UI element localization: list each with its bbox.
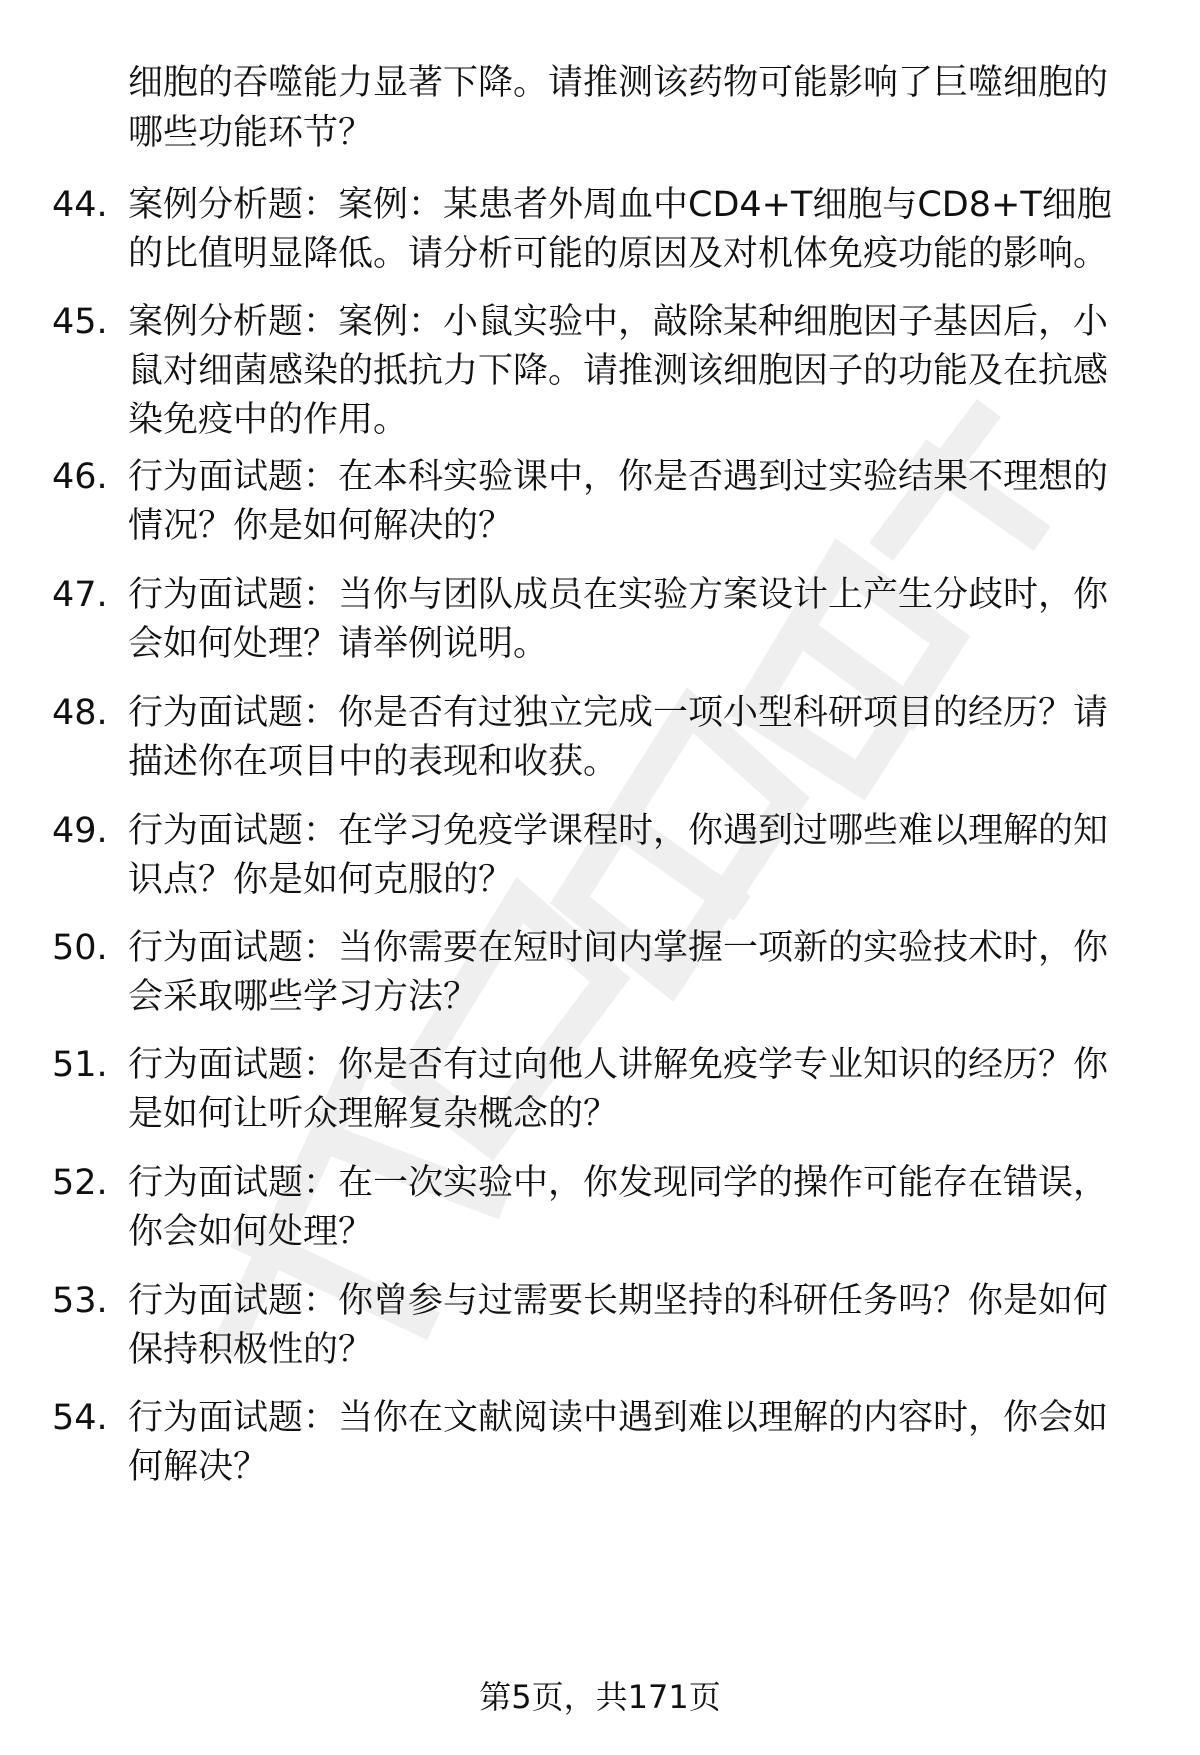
text-line: 的比值明显降低。请分析可能的原因及对机体免疫功能的影响。 (128, 234, 1109, 274)
text-line: 行为面试题：你曾参与过需要长期坚持的科研任务吗？你是如何 (128, 1281, 1109, 1321)
page-footer (0, 1675, 1200, 1719)
question-text (128, 1277, 1140, 1375)
question-text (128, 807, 1140, 905)
text-line: 何解决？ (128, 1447, 269, 1487)
text-line: 情况？你是如何解决的？ (128, 506, 514, 546)
text-line: 你会如何处理？ (128, 1212, 374, 1252)
question-number: 45. (52, 302, 108, 342)
text-line: 是如何让听众理解复杂概念的？ (128, 1094, 619, 1134)
question-number: 54. (52, 1398, 108, 1438)
question-number: 46. (52, 457, 108, 497)
continued-question-text (128, 58, 1148, 158)
text-line: 行为面试题：你是否有过独立完成一项小型科研项目的经历？请 (128, 693, 1109, 733)
text-line: 细胞的吞噬能力显著下降。请推测该药物可能影响了巨噬细胞的 (128, 63, 1109, 103)
text-line: 染免疫中的作用。 (128, 400, 409, 440)
text-line: 案例分析题：案例：某患者外周血中CD4+T细胞与CD8+T细胞 (128, 185, 1112, 225)
question-number: 53. (52, 1281, 108, 1321)
question-number: 52. (52, 1163, 108, 1203)
question-number: 51. (52, 1045, 108, 1085)
text-line: 行为面试题：当你与团队成员在实验方案设计上产生分歧时，你 (128, 575, 1109, 615)
text-line: 识点？你是如何克服的？ (128, 860, 514, 900)
question-text (128, 1159, 1140, 1257)
question-text (128, 571, 1140, 669)
text-line: 会采取哪些学习方法？ (128, 977, 479, 1017)
text-line: 鼠对细菌感染的抵抗力下降。请推测该细胞因子的功能及在抗感 (128, 351, 1109, 391)
text-line: 行为面试题：在一次实验中，你发现同学的操作可能存在错误， (128, 1163, 1109, 1203)
question-number: 47. (52, 575, 108, 615)
question-number: 49. (52, 811, 108, 851)
question-text (128, 689, 1140, 787)
question-text (128, 1394, 1140, 1492)
question-number: 50. (52, 928, 108, 968)
question-text (128, 1041, 1140, 1139)
question-text (128, 298, 1140, 445)
text-line: 保持积极性的？ (128, 1330, 374, 1370)
question-text (128, 181, 1140, 279)
text-line: 哪些功能环节？ (128, 113, 374, 153)
text-line: 行为面试题：你是否有过向他人讲解免疫学专业知识的经历？你 (128, 1045, 1109, 1085)
text-line: 行为面试题：在本科实验课中，你是否遇到过实验结果不理想的 (128, 457, 1109, 497)
question-text (128, 453, 1140, 551)
text-line: 行为面试题：当你需要在短时间内掌握一项新的实验技术时，你 (128, 928, 1109, 968)
question-number: 44. (52, 185, 108, 225)
text-line: 行为面试题：在学习免疫学课程时，你遇到过哪些难以理解的知 (128, 811, 1109, 851)
question-number: 48. (52, 693, 108, 733)
text-line: 描述你在项目中的表现和收获。 (128, 742, 619, 782)
text-line: 行为面试题：当你在文献阅读中遇到难以理解的内容时，你会如 (128, 1398, 1109, 1438)
page-number-label: 第5页，共171页 (479, 1678, 721, 1716)
text-line: 案例分析题：案例：小鼠实验中，敲除某种细胞因子基因后，小 (128, 302, 1109, 342)
text-line: 会如何处理？请举例说明。 (128, 624, 549, 664)
question-text (128, 924, 1140, 1022)
